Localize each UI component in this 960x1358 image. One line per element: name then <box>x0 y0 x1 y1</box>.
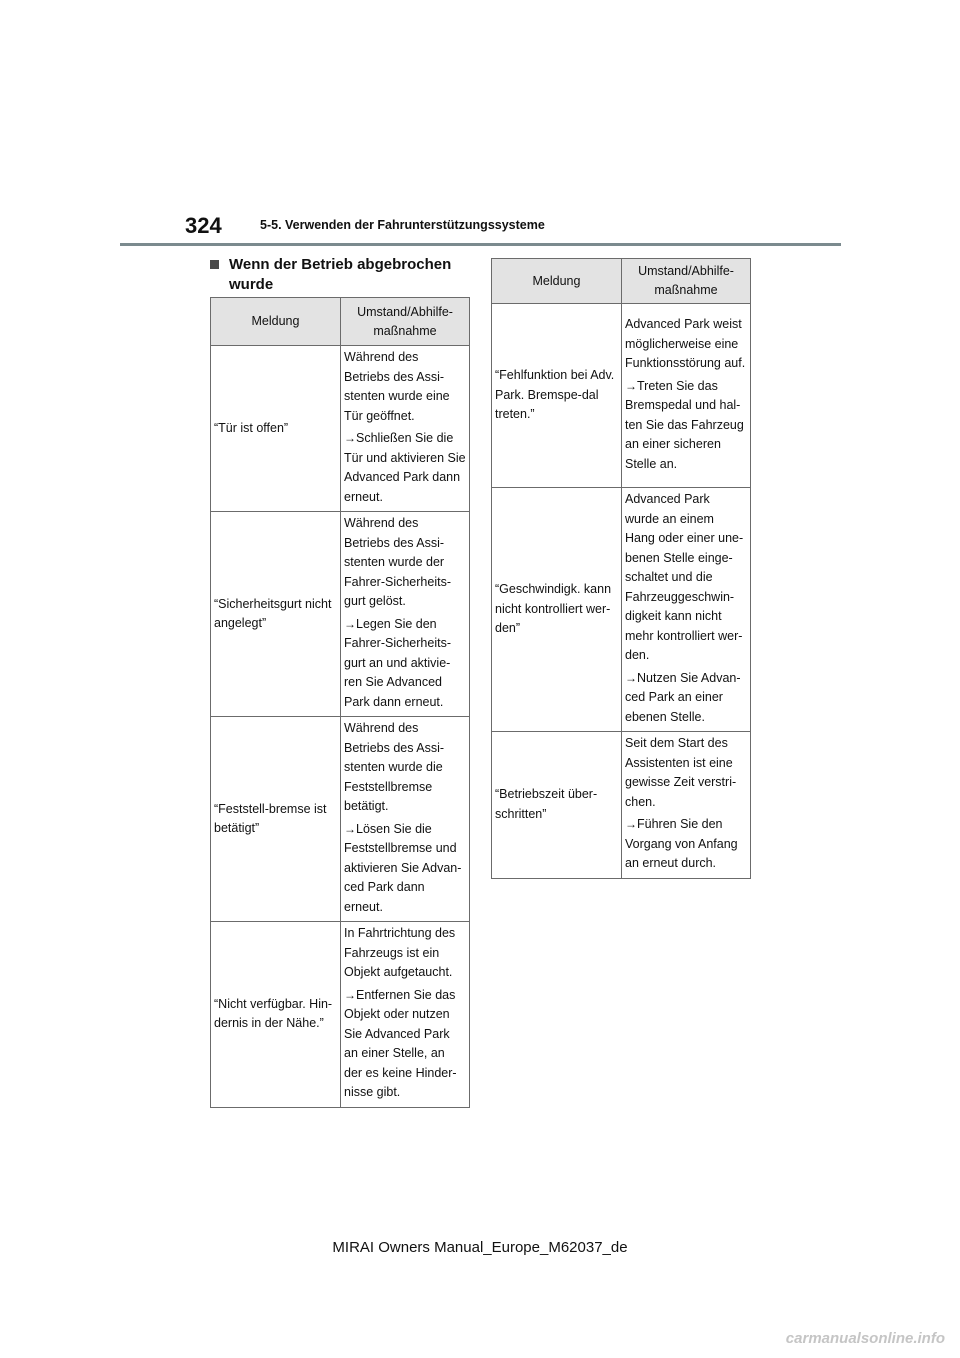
message-cell: “Geschwindigk. kann nicht kontrolliert wer-den” <box>492 488 622 732</box>
remedy-cell <box>622 732 751 879</box>
remedy-line <box>344 986 466 1103</box>
arrow-icon: → <box>625 378 637 393</box>
circumstance-text: Während des Betriebs des Assi-stenten wurde eine Tür geöffnet. <box>344 350 450 423</box>
arrow-icon: → <box>344 987 356 1002</box>
remedy-text: Schließen Sie die Tür und aktivieren Sie Advanced Park dann erneut. <box>344 431 466 504</box>
remedy-line <box>344 820 466 918</box>
section-title: 5-5. Verwenden der Fahrunterstützungssysteme <box>260 218 545 232</box>
remedy-text: Nutzen Sie Advan-ced Park an einer ebenen Stelle. <box>625 670 741 724</box>
arrow-icon: → <box>344 616 356 631</box>
header-meldung: Meldung <box>211 298 341 346</box>
remedy-text: Legen Sie den Fahrer-Sicherheits-gurt an und aktivie-ren Sie Advanced Park dann erneut. <box>344 616 451 709</box>
table-header-row <box>492 259 751 304</box>
square-bullet-icon <box>210 260 219 269</box>
table-row <box>492 488 751 732</box>
remedy-line <box>344 615 466 713</box>
remedy-line <box>344 429 466 507</box>
header-meldung: Meldung <box>492 259 622 304</box>
circumstance-text: Seit dem Start des Assistenten ist eine gewisse Zeit verstri-chen. <box>625 736 737 809</box>
subheading <box>210 255 460 295</box>
remedy-text: Entfernen Sie das Objekt oder nutzen Sie Advanced Park an einer Stelle, an der es keine Hinder-nisse gibt. <box>344 987 457 1099</box>
subheading-text: Wenn der Betrieb abgebrochen wurde <box>229 256 452 293</box>
arrow-icon: → <box>625 817 637 831</box>
remedy-line <box>625 815 747 874</box>
message-cell: “Feststell-bremse ist betätigt” <box>211 717 341 922</box>
message-table-left <box>210 297 470 1108</box>
remedy-cell <box>341 717 470 922</box>
message-cell: “Sicherheitsgurt nicht angelegt” <box>211 512 341 717</box>
header-divider <box>120 243 841 246</box>
page-number: 324 <box>185 213 222 238</box>
message-cell: “Fehlfunktion bei Adv. Park. Bremspe-dal treten.” <box>492 304 622 488</box>
arrow-icon: → <box>344 821 356 836</box>
header-umstand: Umstand/Abhilfe-maßnahme <box>341 298 470 346</box>
message-table-right <box>491 258 751 879</box>
remedy-line <box>625 669 747 728</box>
remedy-text: Lösen Sie die Feststellbremse und aktivieren Sie Advan-ced Park dann erneut. <box>344 821 462 914</box>
arrow-icon: → <box>344 431 356 445</box>
remedy-cell <box>622 488 751 732</box>
message-cell: “Betriebszeit über-schritten” <box>492 732 622 879</box>
message-cell: “Tür ist offen” <box>211 346 341 512</box>
table-header-row <box>211 298 470 346</box>
circumstance-text: Während des Betriebs des Assi-stenten wurde der Fahrer-Sicherheits-gurt gelöst. <box>344 516 451 608</box>
remedy-cell <box>622 304 751 488</box>
circumstance-text: In Fahrtrichtung des Fahrzeugs ist ein Objekt aufgetaucht. <box>344 926 456 979</box>
remedy-cell <box>341 922 470 1108</box>
table-row <box>492 304 751 488</box>
circumstance-text: Advanced Park wurde an einem Hang oder einer une-benen Stelle einge-schaltet und die Fahrzeuggeschwin-digkeit kann nicht mehr kontrolliert wer-den. <box>625 492 744 662</box>
arrow-icon: → <box>625 670 637 685</box>
footer-manual-id: MIRAI Owners Manual_Europe_M62037_de <box>332 1239 628 1256</box>
table-row <box>211 922 470 1108</box>
circumstance-text: Advanced Park weist möglicherweise eine Funktionsstörung auf. <box>625 317 746 370</box>
table-row <box>211 717 470 922</box>
remedy-text: Führen Sie den Vorgang von Anfang an erneut durch. <box>625 817 738 870</box>
table-row <box>211 512 470 717</box>
remedy-cell <box>341 512 470 717</box>
remedy-text: Treten Sie das Bremspedal und hal-ten Sie das Fahrzeug an einer sicheren Stelle an. <box>625 378 744 471</box>
message-cell: “Nicht verfügbar. Hin-dernis in der Nähe.” <box>211 922 341 1108</box>
header-umstand: Umstand/Abhilfe-maßnahme <box>622 259 751 304</box>
table-row <box>211 346 470 512</box>
remedy-line <box>625 377 747 475</box>
watermark: carmanualsonline.info <box>785 1330 945 1347</box>
remedy-cell <box>341 346 470 512</box>
circumstance-text: Während des Betriebs des Assi-stenten wurde die Feststellbremse betätigt. <box>344 721 445 813</box>
table-row <box>492 732 751 879</box>
